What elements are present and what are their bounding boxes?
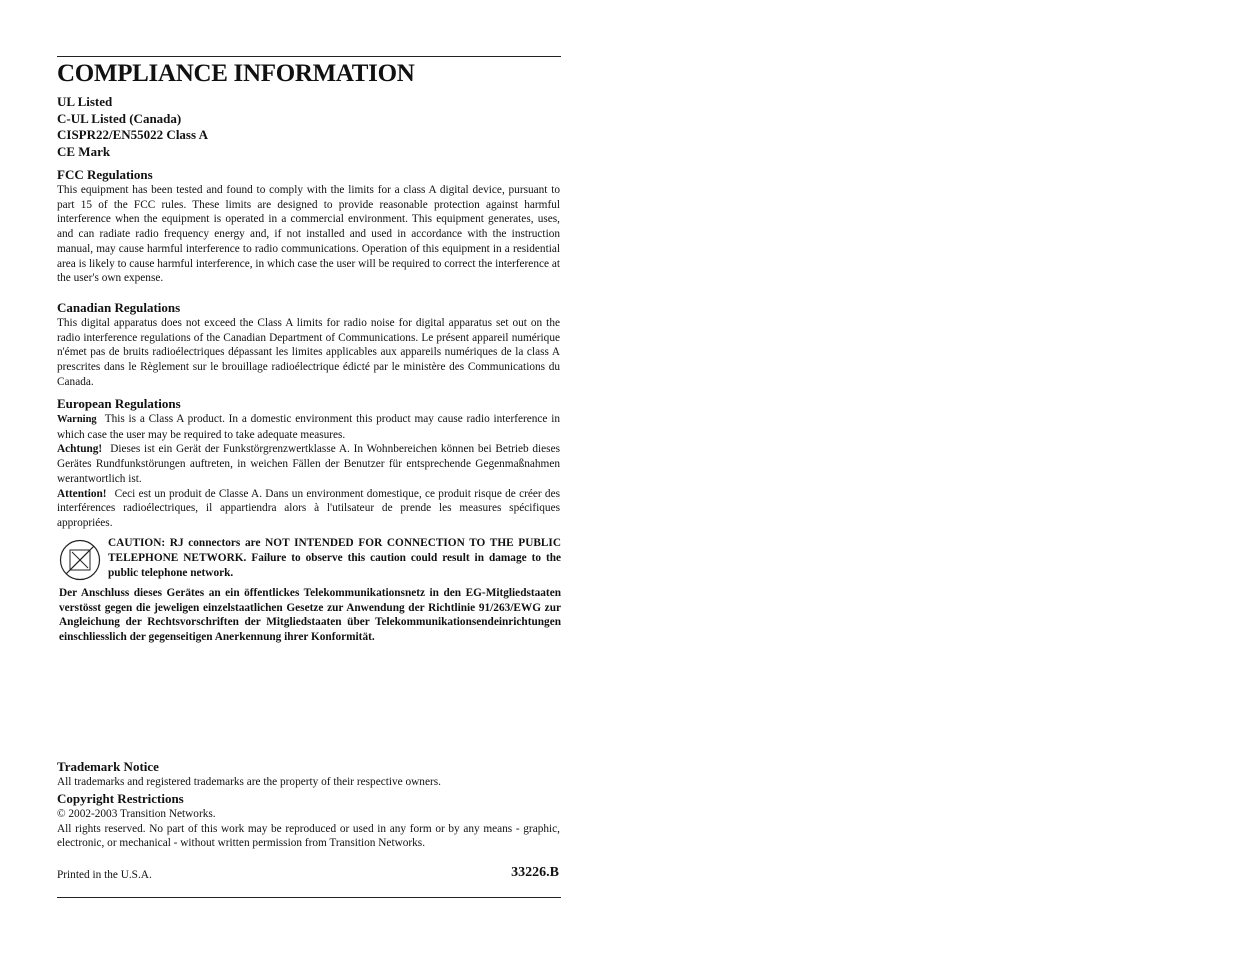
european-heading: European Regulations bbox=[57, 396, 181, 411]
copyright-text: All rights reserved. No part of this work may be reproduced or used in any form or by any means - graphic, electronic, or mechanical - without written permission from Transition Networks. bbox=[57, 822, 560, 850]
achtung-label: Achtung! bbox=[57, 443, 103, 456]
warning-text: This is a Class A product. In a domestic environment this product may cause radio interference in which case the user may be required to take adequate measures. bbox=[57, 413, 560, 441]
copyright-section bbox=[57, 791, 560, 851]
part-number: 33226.B bbox=[511, 865, 559, 880]
fcc-section bbox=[57, 167, 560, 286]
trademark-section bbox=[57, 759, 560, 790]
listing-item: UL Listed bbox=[57, 94, 113, 109]
footer bbox=[57, 865, 560, 884]
page-title: COMPLIANCE INFORMATION bbox=[57, 60, 415, 87]
listings-list bbox=[57, 94, 208, 161]
fcc-text: This equipment has been tested and found to comply with the limits for a class A digital device, pursuant to part 15 of the FCC rules. These limits are designed to provide reasonable protection against harmful interference when the equipment is operated in a commercial environment. This equipment generates, uses, and can radiate radio frequency energy and, if not installed and used in accordance with the instruction manual, may cause harmful interference to radio communications. Operation of this equipment in a residential area is likely to cause harmful interference, in which case the user will be required to correct the interference at the user's own expense. bbox=[57, 184, 560, 285]
listing-item: C-UL Listed (Canada) bbox=[57, 110, 182, 126]
european-section bbox=[57, 396, 560, 531]
canadian-text: This digital apparatus does not exceed the Class A limits for radio noise for digital apparatus set out on the radio interference regulations of the Canadian Department of Communications. Le présent appareil numérique n'émet pas de bruits radioélectriques dépassant les limites applicables aux appareils numériques de la class A prescrites dans le Règlement sur le brouillage radioélectrique édicté par le ministère des Communications du Canada. bbox=[57, 317, 560, 388]
copyright-line: © 2002-2003 Transition Networks. bbox=[57, 808, 216, 820]
copyright-heading: Copyright Restrictions bbox=[57, 791, 184, 806]
listing-item: CISPR22/EN55022 Class A bbox=[57, 127, 208, 143]
warning-paragraph bbox=[57, 412, 560, 442]
bottom-rule bbox=[57, 897, 561, 898]
warning-label: Warning bbox=[57, 414, 97, 425]
listing-item: CE Mark bbox=[57, 144, 111, 160]
caution-text: CAUTION: RJ connectors are NOT INTENDED FOR CONNECTION TO THE PUBLIC TELEPHONE NETWORK. Failure to observe this caution could result in damage to the public telephone network. bbox=[108, 537, 561, 580]
achtung-text: Dieses ist ein Gerät der Funkstörgrenzwertklasse A. In Wohnbereichen können bei Betrieb dieses Gerätes Rundfunkstörungen auftreten, in weichen Fällen der Benutzer für entsprechende Gegenmaßnahmen werantwortlich ist. bbox=[57, 443, 560, 485]
no-telephone-connection-icon bbox=[59, 539, 101, 581]
german-notice: Der Anschluss dieses Gerätes an ein öffentlickes Telekommunikationsnetz in den EG-Mitgliedstaaten verstösst gegen die jeweligen einzelstaatlichen Gesetze zur Anwendung der Richtlinie 91/263/EWG zur Angleichung der Rechtsvorschriften der Mitgliedstaaten über Telekommunikationsendeinrichtungen einschliesslich der gegenseitigen Anerkennung ihrer Konformität. bbox=[59, 587, 561, 644]
fcc-heading: FCC Regulations bbox=[57, 167, 153, 182]
attention-paragraph bbox=[57, 487, 560, 531]
canadian-heading: Canadian Regulations bbox=[57, 300, 181, 315]
trademark-text: All trademarks and registered trademarks are the property of their respective owners. bbox=[57, 776, 441, 788]
printed-in: Printed in the U.S.A. bbox=[57, 869, 152, 881]
attention-text: Ceci est un produit de Classe A. Dans un environment domestique, ce produit risque de créer des interférences radioélectriques, il appartiendra alors à l'utilsateur de prende les measures spécifiques appropriées. bbox=[57, 487, 560, 529]
achtung-paragraph bbox=[57, 442, 560, 486]
attention-label: Attention! bbox=[57, 487, 107, 500]
canadian-section bbox=[57, 300, 560, 390]
trademark-heading: Trademark Notice bbox=[57, 759, 159, 774]
top-rule bbox=[57, 56, 561, 57]
